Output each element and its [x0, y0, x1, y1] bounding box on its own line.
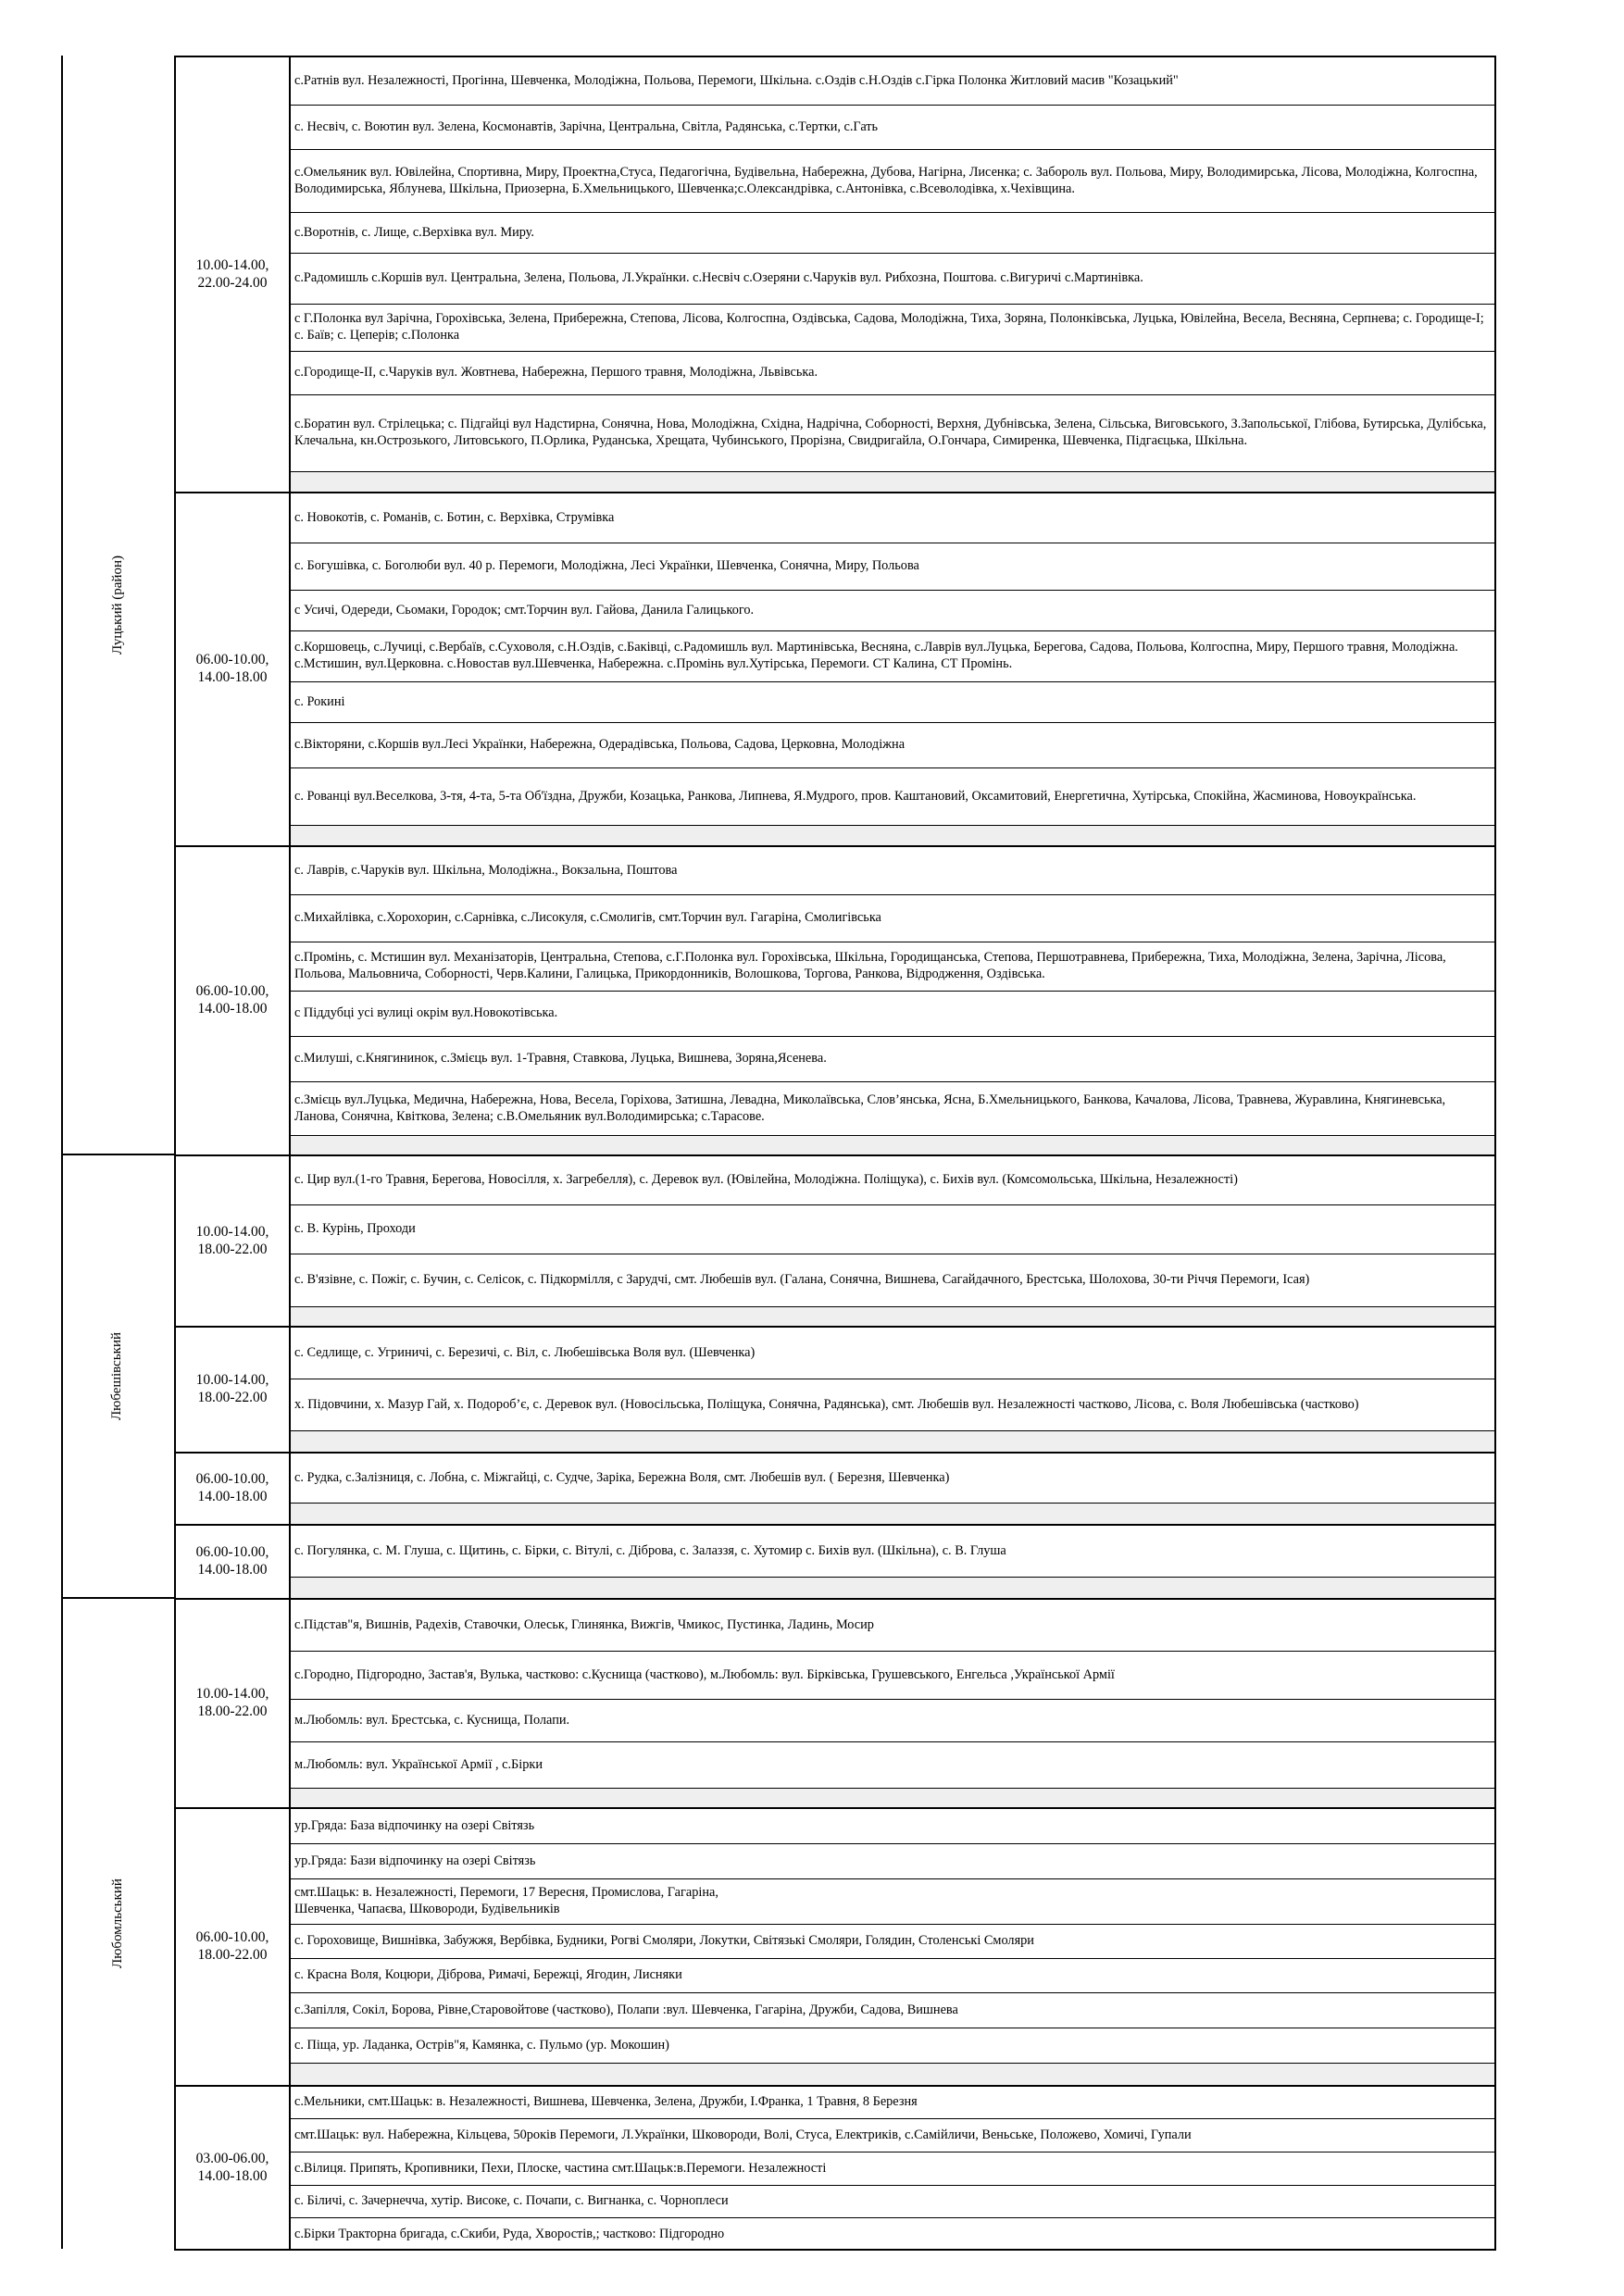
locations-column	[291, 2087, 1494, 2249]
schedule-block	[174, 1598, 1496, 1809]
location-row	[291, 1959, 1494, 1993]
location-row	[291, 1925, 1494, 1959]
spacer-row	[291, 1431, 1494, 1454]
location-row	[291, 591, 1494, 631]
time-range: 06.00-10.00, 14.00-18.00	[176, 847, 291, 1154]
location-row	[291, 1879, 1494, 1925]
schedule-block	[174, 492, 1496, 847]
locations-column	[291, 1526, 1494, 1598]
location-row	[291, 631, 1494, 682]
time-range: 06.00-10.00, 14.00-18.00	[176, 1526, 291, 1598]
schedule-block	[174, 2085, 1496, 2251]
location-text: с.Коршовець, с.Лучиці, с.Вербаїв, с.Суховоля, с.Н.Оздів, с.Баківці, с.Радомишль вул. Мартинівська, Весняна, с.Лаврів вул.Луцька, Берегова, Садова, Польова, Колгоспна, Миру, Першого травня, Молодіжна. с.Мстишин, вул.Церковна. с.Новостав вул.Шевченка, Набережна. с.Промінь вул.Хутірська, Перемоги. СТ Калина, СТ Промінь.	[294, 640, 1458, 671]
location-row	[291, 2119, 1494, 2152]
location-text: с. Погулянка, с. М. Глуша, с. Щитинь, с. Бірки, с. Вітулі, с. Діброва, с. Залаззя, с. Хутомир с. Бихів вул. (Шкільна), с. В. Глуша	[294, 1542, 1006, 1558]
location-row	[291, 2186, 1494, 2218]
schedule-block	[174, 1807, 1496, 2087]
locations-column	[291, 1600, 1494, 1807]
location-row	[291, 493, 1494, 543]
location-text: с Усичі, Одереди, Сьомаки, Городок; смт.Торчин вул. Гайова, Данила Галицького.	[294, 602, 755, 618]
location-text: с.Радомишль с.Коршів вул. Центральна, Зелена, Польова, Л.Українки. с.Несвіч с.Озеряни с.Чаруків вул. Рибхозна, Поштова. с.Вигуричі с.Мартинівка.	[294, 270, 1143, 286]
district-name: Любешівський	[109, 1331, 125, 1421]
location-text: с.Милуші, с.Княгининок, с.Змієць вул. 1-Травня, Ставкова, Луцька, Вишнева, Зоряна,Ясенева.	[294, 1051, 827, 1067]
district-label	[61, 1154, 174, 1598]
spacer-row	[291, 1578, 1494, 1600]
location-row	[291, 254, 1494, 305]
location-row	[291, 1037, 1494, 1082]
location-row	[291, 2152, 1494, 2186]
locations-column	[291, 493, 1494, 845]
locations-column	[291, 1454, 1494, 1524]
location-row	[291, 2087, 1494, 2119]
location-text: с.Вікторяни, с.Коршів вул.Лесі Українки, Набережна, Одерадівська, Польова, Садова, Церковна, Молодіжна	[294, 737, 906, 753]
location-text: с. Несвіч, с. Воютин вул. Зелена, Космонавтів, Зарічна, Центральна, Світла, Радянська, с.Тертки, с.Гать	[294, 119, 879, 134]
spacer-row	[291, 2064, 1494, 2087]
spacer-row	[291, 1789, 1494, 1809]
location-text: с.Воротнів, с. Лище, с.Верхівка вул. Миру.	[294, 224, 534, 240]
schedule-block	[174, 1524, 1496, 1600]
location-row	[291, 768, 1494, 826]
location-row	[291, 106, 1494, 150]
location-row	[291, 1082, 1494, 1136]
location-row	[291, 1526, 1494, 1578]
location-row	[291, 1742, 1494, 1789]
district-label	[61, 56, 174, 1154]
locations-column	[291, 1156, 1494, 1326]
time-range: 06.00-10.00, 14.00-18.00	[176, 1454, 291, 1524]
location-text: с.Бірки Тракторна бригада, с.Скиби, Руда, Хворостів,; частково: Підгородно	[294, 2226, 725, 2241]
location-text: с Піддубці усі вулиці окрім вул.Новокотівська.	[294, 1005, 558, 1021]
location-text: м.Любомль: вул. Брестська, с. Куснища, Полапи.	[294, 1712, 570, 1728]
location-row	[291, 1379, 1494, 1431]
location-text: с. Рокині	[294, 693, 345, 709]
location-row	[291, 942, 1494, 992]
location-text: смт.Шацьк: вул. Набережна, Кільцева, 50років Перемоги, Л.Українки, Шковороди, Волі, Стуса, Електриків, с.Самійличи, Веньське, Положево, Хомичі, Гупали	[294, 2127, 1192, 2142]
location-text: с.Мельники, смт.Шацьк: в. Незалежності, Вишнева, Шевченка, Зелена, Дружби, І.Франка, 1 Травня, 8 Березня	[294, 2094, 918, 2110]
location-text: с.Змієць вул.Луцька, Медична, Набережна, Нова, Весела, Горіхова, Затишна, Левадна, Миколаївська, Слов’янська, Ясна, Б.Хмельницького, Банкова, Качалова, Лісова, Травнева, Журавлина, Княгиневська, Ланова, Сонячна, Квіткова, Зелена; с.В.Омельяник вул.Володимирська; с.Тарасове.	[294, 1092, 1446, 1124]
location-row	[291, 57, 1494, 106]
locations-column	[291, 1328, 1494, 1452]
location-row	[291, 150, 1494, 213]
location-text: с. Рудка, с.Залізниця, с. Лобна, с. Міжгайці, с. Судче, Заріка, Бережна Воля, смт. Любешів вул. ( Березня, Шевченка)	[294, 1469, 950, 1485]
location-row	[291, 723, 1494, 768]
time-range: 10.00-14.00, 18.00-22.00	[176, 1156, 291, 1326]
location-row	[291, 1652, 1494, 1700]
time-range: 06.00-10.00, 18.00-22.00	[176, 1809, 291, 2085]
location-text: с.Михайлівка, с.Хорохорин, с.Сарнівка, с.Лисокуля, с.Смолигів, смт.Торчин вул. Гагаріна, Смолигівська	[294, 910, 881, 926]
schedule-block	[174, 845, 1496, 1156]
location-text: с. Біличі, с. Зачернечча, хутір. Високе, с. Почапи, с. Вигнанка, с. Чорноплеси	[294, 2193, 729, 2209]
location-row	[291, 1700, 1494, 1742]
location-row	[291, 682, 1494, 723]
location-text: с.Підстав"я, Вишнів, Радехів, Ставочки, Олеськ, Глинянка, Вижгів, Чмикос, Пустинка, Ладинь, Мосир	[294, 1616, 874, 1632]
time-range: 06.00-10.00, 14.00-18.00	[176, 493, 291, 845]
location-text: с. Красна Воля, Коцюри, Діброва, Римачі, Бережці, Ягодин, Лисняки	[294, 1967, 682, 1983]
spacer-row	[291, 1136, 1494, 1156]
schedule-block	[174, 1326, 1496, 1454]
locations-column	[291, 1809, 1494, 2085]
time-range: 10.00-14.00, 22.00-24.00	[176, 57, 291, 492]
location-row	[291, 895, 1494, 942]
time-range: 03.00-06.00, 14.00-18.00	[176, 2087, 291, 2249]
location-text: с. Рованці вул.Веселкова, 3-тя, 4-та, 5-та Об'їздна, Дружби, Козацька, Ранкова, Липнева, Я.Мудрого, пров. Каштановий, Оксамитовий, Енергетична, Хутірська, Спокійна, Жасминова, Новоукраїнська.	[294, 788, 1417, 804]
location-row	[291, 2218, 1494, 2251]
location-text: с. Богушівка, с. Боголюби вул. 40 р. Перемоги, Молодіжна, Лесі Українки, Шевченка, Сонячна, Миру, Польова	[294, 558, 919, 574]
location-text: с. В'язівне, с. Пожіг, с. Бучин, с. Селісок, с. Підкормілля, с Зарудчі, смт. Любешів вул. (Галана, Сонячна, Вишнева, Сагайдачного, Брестська, Шолохова, 30-ти Річчя Перемоги, Ісая)	[294, 1272, 1310, 1288]
location-text: с.Запілля, Сокіл, Борова, Рівне,Старовойтове (частково), Полапи :вул. Шевченка, Гагаріна, Дружби, Садова, Вишнева	[294, 2002, 958, 2017]
location-row	[291, 1254, 1494, 1307]
district-label	[61, 1598, 174, 2249]
location-row	[291, 1328, 1494, 1379]
spacer-row	[291, 826, 1494, 847]
location-text: с. Піща, ур. Ладанка, Острів"я, Камянка, с. Пульмо (ур. Мокошин)	[294, 2037, 669, 2053]
spacer-row	[291, 1504, 1494, 1526]
location-row	[291, 1156, 1494, 1205]
location-row	[291, 213, 1494, 254]
location-text: с.Омельяник вул. Ювілейна, Спортивна, Миру, Проектна,Стуса, Педагогічна, Будівельна, Набережна, Дубова, Нагірна, Лисенка; с. Забороль вул. Польова, Миру, Володимирська, Лісова, Молодіжна, Колгоспна, Володимирська, Яблунева, Шкільна, Приозерна, Б.Хмельницького, Шевченка;с.Олександрівка, с.Антонівка, с.Всеволодівка, х.Чехівщина.	[294, 164, 1478, 196]
location-row	[291, 1600, 1494, 1652]
location-row	[291, 395, 1494, 472]
schedule-block	[174, 1452, 1496, 1526]
location-text: с. В. Курінь, Проходи	[294, 1221, 416, 1237]
location-text: с.Боратин вул. Стрілецька; с. Підгайці вул Надстирна, Сонячна, Нова, Молодіжна, Східна, Надрічна, Соборності, Верхня, Дубнівська, Зелена, Сільська, Виговського, З.Запольської, Глібова, Бутирська, Дулібська, Клечальна, кн.Острозького, Литовського, П.Орлика, Руданська, Хрещата, Чубинського, Прорізна, Свидригайла, О.Гончара, Симиренка, Шевченка, Підгаєцька, Шкільна.	[294, 417, 1487, 448]
location-text: с. Лаврів, с.Чаруків вул. Шкільна, Молодіжна., Вокзальна, Поштова	[294, 862, 678, 878]
location-text: с.Городно, Підгородно, Застав'я, Вулька, частково: с.Куснища (частково), м.Любомль: вул. Бірківська, Грушевського, Енгельса ,Української Армії	[294, 1666, 1115, 1682]
location-row	[291, 305, 1494, 352]
district-name: Любомльський	[109, 1878, 125, 1968]
spacer-row	[291, 472, 1494, 493]
location-text: с. Новокотів, с. Романів, с. Ботин, с. Верхівка, Струмівка	[294, 509, 615, 525]
location-text: ур.Гряда: База відпочинку на озері Світязь	[294, 1817, 535, 1833]
time-range: 10.00-14.00, 18.00-22.00	[176, 1600, 291, 1807]
location-row	[291, 1809, 1494, 1844]
location-text: с.Промінь, с. Мстишин вул. Механізаторів, Центральна, Степова, с.Г.Полонка вул. Горохівська, Шкільна, Городищанська, Степова, Першотравнева, Прибережна, Тиха, Молодіжна, Зелена, Зарічна, Лісова, Польова, Мальовнича, Соборності, Черв.Калини, Галицька, Прикордонників, Волошкова, Торгова, Ранкова, Відродження, Оздівська.	[294, 950, 1446, 981]
location-row	[291, 847, 1494, 895]
location-text: с.Ратнів вул. Незалежності, Прогінна, Шевченка, Молодіжна, Польова, Перемоги, Шкільна. с.Оздів с.Н.Оздів с.Гірка Полонка Житловий масив "Козацький"	[294, 72, 1179, 88]
location-text: с. Гороховище, Вишнівка, Забужжя, Вербівка, Будники, Рогві Смоляри, Локутки, Світязькі Смоляри, Голядин, Столенські Смоляри	[294, 1933, 1034, 1949]
location-text: с. Седлище, с. Угриничі, с. Березичі, с. Віл, с. Любешівська Воля вул. (Шевченка)	[294, 1344, 756, 1360]
location-text: с.Вілиця. Припять, Кропивники, Пехи, Плоске, частина смт.Шацьк:в.Перемоги. Незалежності	[294, 2160, 827, 2176]
location-row	[291, 1844, 1494, 1879]
locations-column	[291, 847, 1494, 1154]
location-text: с.Городище-ІІ, с.Чаруків вул. Жовтнева, Набережна, Першого травня, Молодіжна, Львівська.	[294, 365, 818, 381]
schedule-block	[174, 1154, 1496, 1328]
district-name: Луцький (район)	[109, 555, 125, 655]
location-row	[291, 543, 1494, 591]
location-text: смт.Шацьк: в. Незалежності, Перемоги, 17 Вересня, Промислова, Гагаріна, Шевченка, Чапаєва, Шковороди, Будівельників	[294, 1885, 718, 1916]
time-range: 10.00-14.00, 18.00-22.00	[176, 1328, 291, 1452]
location-row	[291, 992, 1494, 1037]
location-text: ур.Гряда: Бази відпочинку на озері Світязь	[294, 1853, 536, 1868]
location-text: х. Підовчини, х. Мазур Гай, х. Подороб’є, с. Деревок вул. (Новосільська, Поліщука, Сонячна, Радянська), смт. Любешів вул. Незалежності частково, Лісова, с. Воля Любешівська (частково)	[294, 1396, 1359, 1412]
spacer-row	[291, 1307, 1494, 1328]
location-row	[291, 1993, 1494, 2028]
location-text: с Г.Полонка вул Зарічна, Горохівська, Зелена, Прибережна, Степова, Лісова, Колгоспна, Оздівська, Садова, Молодіжна, Тиха, Зоряна, Полонківська, Луцька, Ювілейна, Весела, Весняна, Серпнева; с. Городище-І; с. Баїв; с. Цеперів; с.Полонка	[294, 311, 1484, 343]
location-row	[291, 1454, 1494, 1504]
schedule-block	[174, 56, 1496, 493]
location-row	[291, 2028, 1494, 2064]
location-text: м.Любомль: вул. Української Армії , с.Бірки	[294, 1756, 543, 1772]
location-text: с. Цир вул.(1-го Травня, Берегова, Новосілля, х. Загребелля), с. Деревок вул. (Ювілейна, Молодіжна. Поліщука), с. Бихів вул. (Комсомольська, Шкільна, Незалежності)	[294, 1172, 1238, 1188]
location-row	[291, 1205, 1494, 1254]
locations-column	[291, 57, 1494, 492]
location-row	[291, 352, 1494, 395]
